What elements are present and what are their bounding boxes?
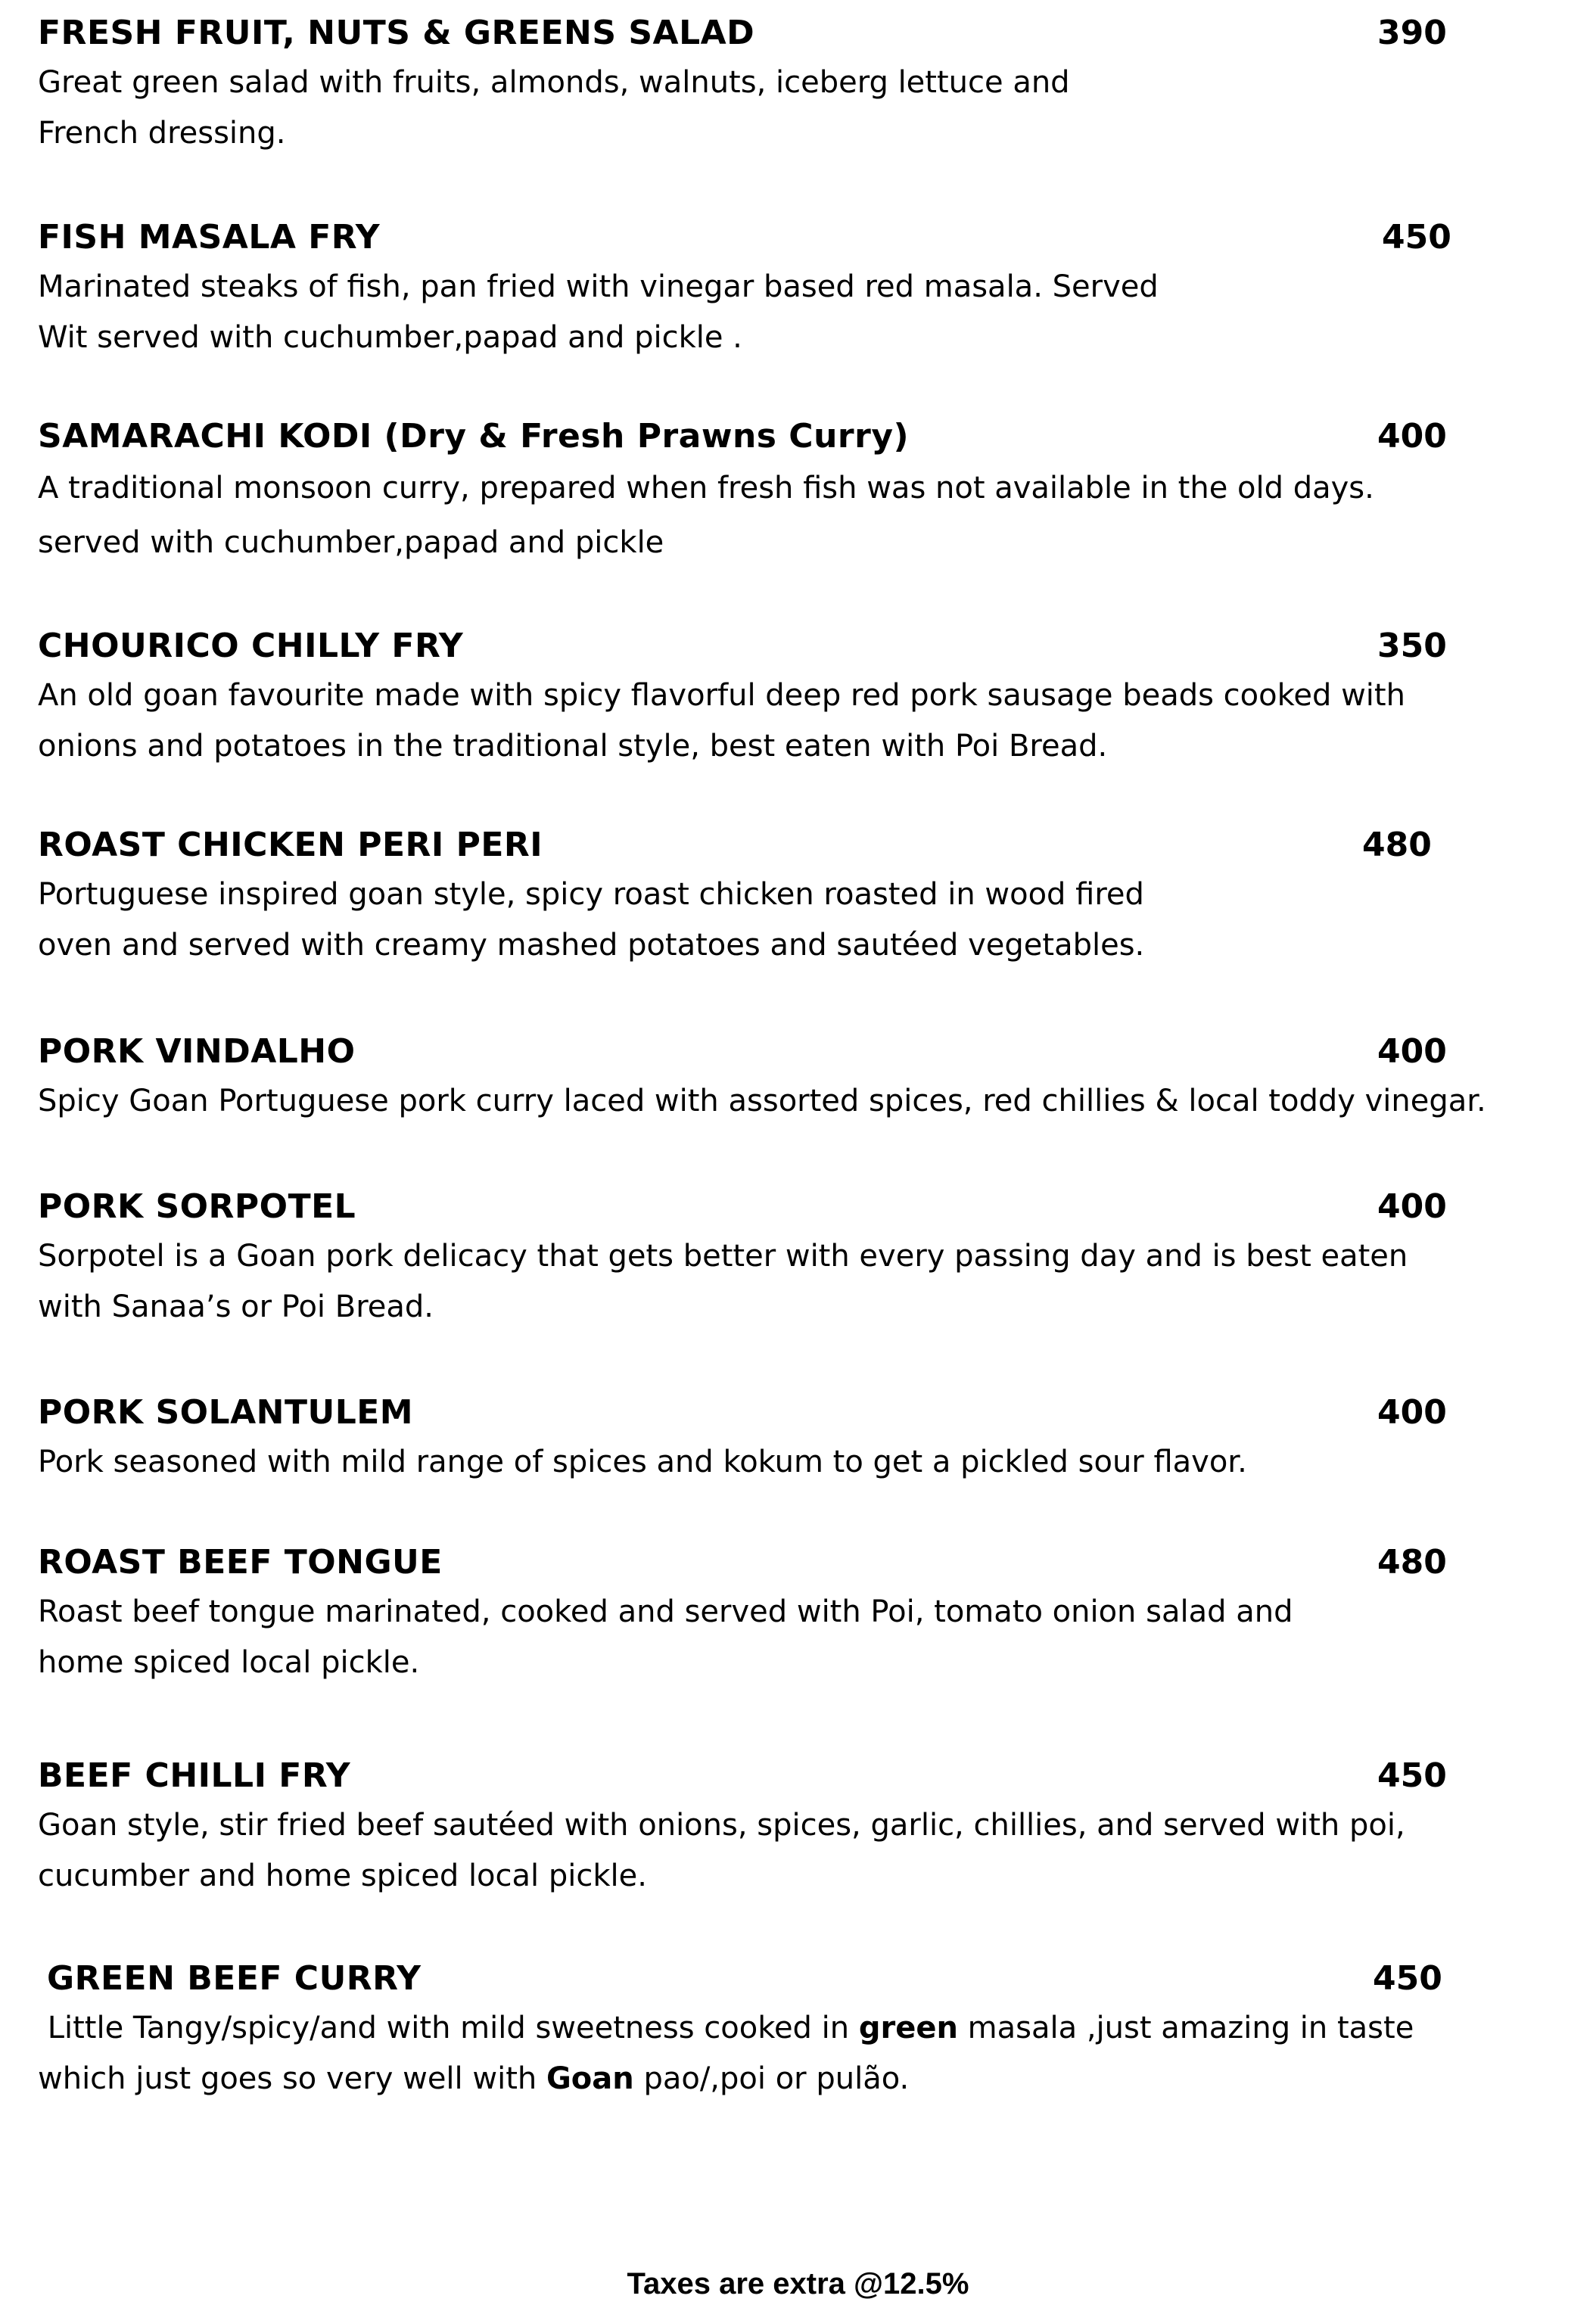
menu-item-description-line: cucumber and home spiced local pickle. <box>38 1859 647 1893</box>
menu-item <box>38 1955 1476 2104</box>
menu-item-description-line: A traditional monsoon curry, prepared when fresh fish was not available in the old days. <box>38 471 1374 505</box>
menu-item-price: 480 <box>1362 826 1432 864</box>
menu-item-description <box>38 2003 1476 2104</box>
menu-item <box>38 1183 1476 1333</box>
menu-item-header <box>38 1538 1476 1587</box>
menu-item-description <box>38 58 1476 159</box>
menu-item-header <box>38 1028 1476 1076</box>
menu-item-description-line: onions and potatoes in the traditional style, best eaten with Poi Bread. <box>38 729 1108 764</box>
menu-item-price: 400 <box>1377 1187 1447 1226</box>
menu-item-description-line: Roast beef tongue marinated, cooked and served with Poi, tomato onion salad and <box>38 1594 1293 1629</box>
menu-item-name: PORK SOLANTULEM <box>38 1393 414 1432</box>
menu-item-name: SAMARACHI KODI (Dry & Fresh Prawns Curry) <box>38 417 910 456</box>
menu-item-description-line: Marinated steaks of fish, pan fried with vinegar based red masala. Served <box>38 269 1159 304</box>
menu-item-price: 450 <box>1377 1756 1447 1795</box>
menu-item-description-text: pao/,poi or pulão. <box>633 2061 910 2096</box>
menu-item <box>38 1752 1476 1902</box>
menu-item-price: 400 <box>1377 1393 1447 1432</box>
menu-item-name: PORK VINDALHO <box>38 1032 356 1071</box>
menu-item-description-text: which just goes so very well with <box>38 2061 546 2096</box>
menu-item-header <box>38 213 1476 262</box>
menu-item <box>38 213 1476 363</box>
menu-item-description-line: served with cuchumber,papad and pickle <box>38 525 664 560</box>
menu-item-header <box>38 9 1476 58</box>
menu-item-price: 450 <box>1373 1959 1442 1998</box>
menu-item-name: BEEF CHILLI FRY <box>38 1756 351 1795</box>
menu-item-description-line <box>38 2054 1476 2104</box>
menu-item-description-line: home spiced local pickle. <box>38 1645 420 1680</box>
menu-item-header <box>38 1955 1476 2003</box>
menu-item-description <box>38 1076 1486 1127</box>
menu-item-description-line: An old goan favourite made with spicy flavorful deep red pork sausage beads cooked with <box>38 678 1405 713</box>
menu-item-price: 400 <box>1377 1032 1447 1071</box>
menu-item-description-line: Great green salad with fruits, almonds, walnuts, iceberg lettuce and <box>38 65 1070 100</box>
menu-item-header <box>38 1752 1476 1800</box>
menu-item-description-text: Little Tangy/spicy/and with mild sweetness cooked in <box>38 2011 859 2045</box>
menu-item-header <box>38 1183 1476 1231</box>
menu-item-description-emphasis: green <box>858 2011 958 2045</box>
menu-item-description-line: with Sanaa’s or Poi Bread. <box>38 1289 434 1324</box>
menu-item-header <box>38 821 1476 869</box>
menu-item-description-line: Portuguese inspired goan style, spicy roast chicken roasted in wood fired <box>38 877 1144 912</box>
menu-item-description-text: masala ,just amazing in taste <box>957 2011 1414 2045</box>
menu-item-description-line: oven and served with creamy mashed potatoes and sautéed vegetables. <box>38 928 1145 963</box>
menu-item-description <box>38 670 1476 772</box>
menu-item-description <box>38 869 1476 971</box>
menu-item-price: 350 <box>1377 627 1447 665</box>
menu-item-name: CHOURICO CHILLY FRY <box>38 627 464 665</box>
menu-item-description <box>38 461 1476 570</box>
menu-item-description <box>38 1437 1476 1488</box>
menu-item-price: 450 <box>1382 218 1451 257</box>
menu-item-description <box>38 262 1476 363</box>
menu-item-name: FISH MASALA FRY <box>38 218 381 257</box>
menu-item <box>38 1538 1476 1688</box>
menu-item-header <box>38 622 1476 670</box>
menu-item-price: 400 <box>1377 417 1447 456</box>
menu-item-name: ROAST CHICKEN PERI PERI <box>38 826 543 864</box>
menu-item <box>38 821 1476 971</box>
menu-item-description-line: Sorpotel is a Goan pork delicacy that gets better with every passing day and is best eaten <box>38 1239 1408 1274</box>
menu-item-name: GREEN BEEF CURRY <box>47 1959 422 1998</box>
menu-item-price: 390 <box>1377 14 1447 52</box>
menu-item-description <box>38 1231 1476 1333</box>
menu-item-description-line: Pork seasoned with mild range of spices and kokum to get a pickled sour flavor. <box>38 1445 1247 1479</box>
taxes-note: Taxes are extra @12.5% <box>627 2267 969 2300</box>
menu-item <box>38 1028 1486 1127</box>
menu-item <box>38 622 1476 772</box>
menu-item-description-line: Wit served with cuchumber,papad and pickle . <box>38 320 742 355</box>
menu-item-header <box>38 412 1476 461</box>
menu-item-description-line: French dressing. <box>38 116 286 151</box>
menu-item-description <box>38 1587 1476 1688</box>
menu-item <box>38 1389 1476 1488</box>
menu-item-description-line: Goan style, stir fried beef sautéed with onions, spices, garlic, chillies, and served with poi, <box>38 1808 1405 1843</box>
menu-item-header <box>38 1389 1476 1437</box>
menu-item <box>38 9 1476 159</box>
menu-item-description-line: Spicy Goan Portuguese pork curry laced with assorted spices, red chillies & local toddy vinegar. <box>38 1084 1486 1118</box>
menu-item-name: FRESH FRUIT, NUTS & GREENS SALAD <box>38 14 755 52</box>
menu-item-name: PORK SORPOTEL <box>38 1187 356 1226</box>
menu-item <box>38 412 1476 570</box>
menu-item-price: 480 <box>1377 1543 1447 1582</box>
menu-item-description-line <box>38 2003 1476 2054</box>
menu-item-description-emphasis: Goan <box>546 2061 634 2096</box>
menu-item-name: ROAST BEEF TONGUE <box>38 1543 443 1582</box>
menu-item-description <box>38 1800 1476 1902</box>
